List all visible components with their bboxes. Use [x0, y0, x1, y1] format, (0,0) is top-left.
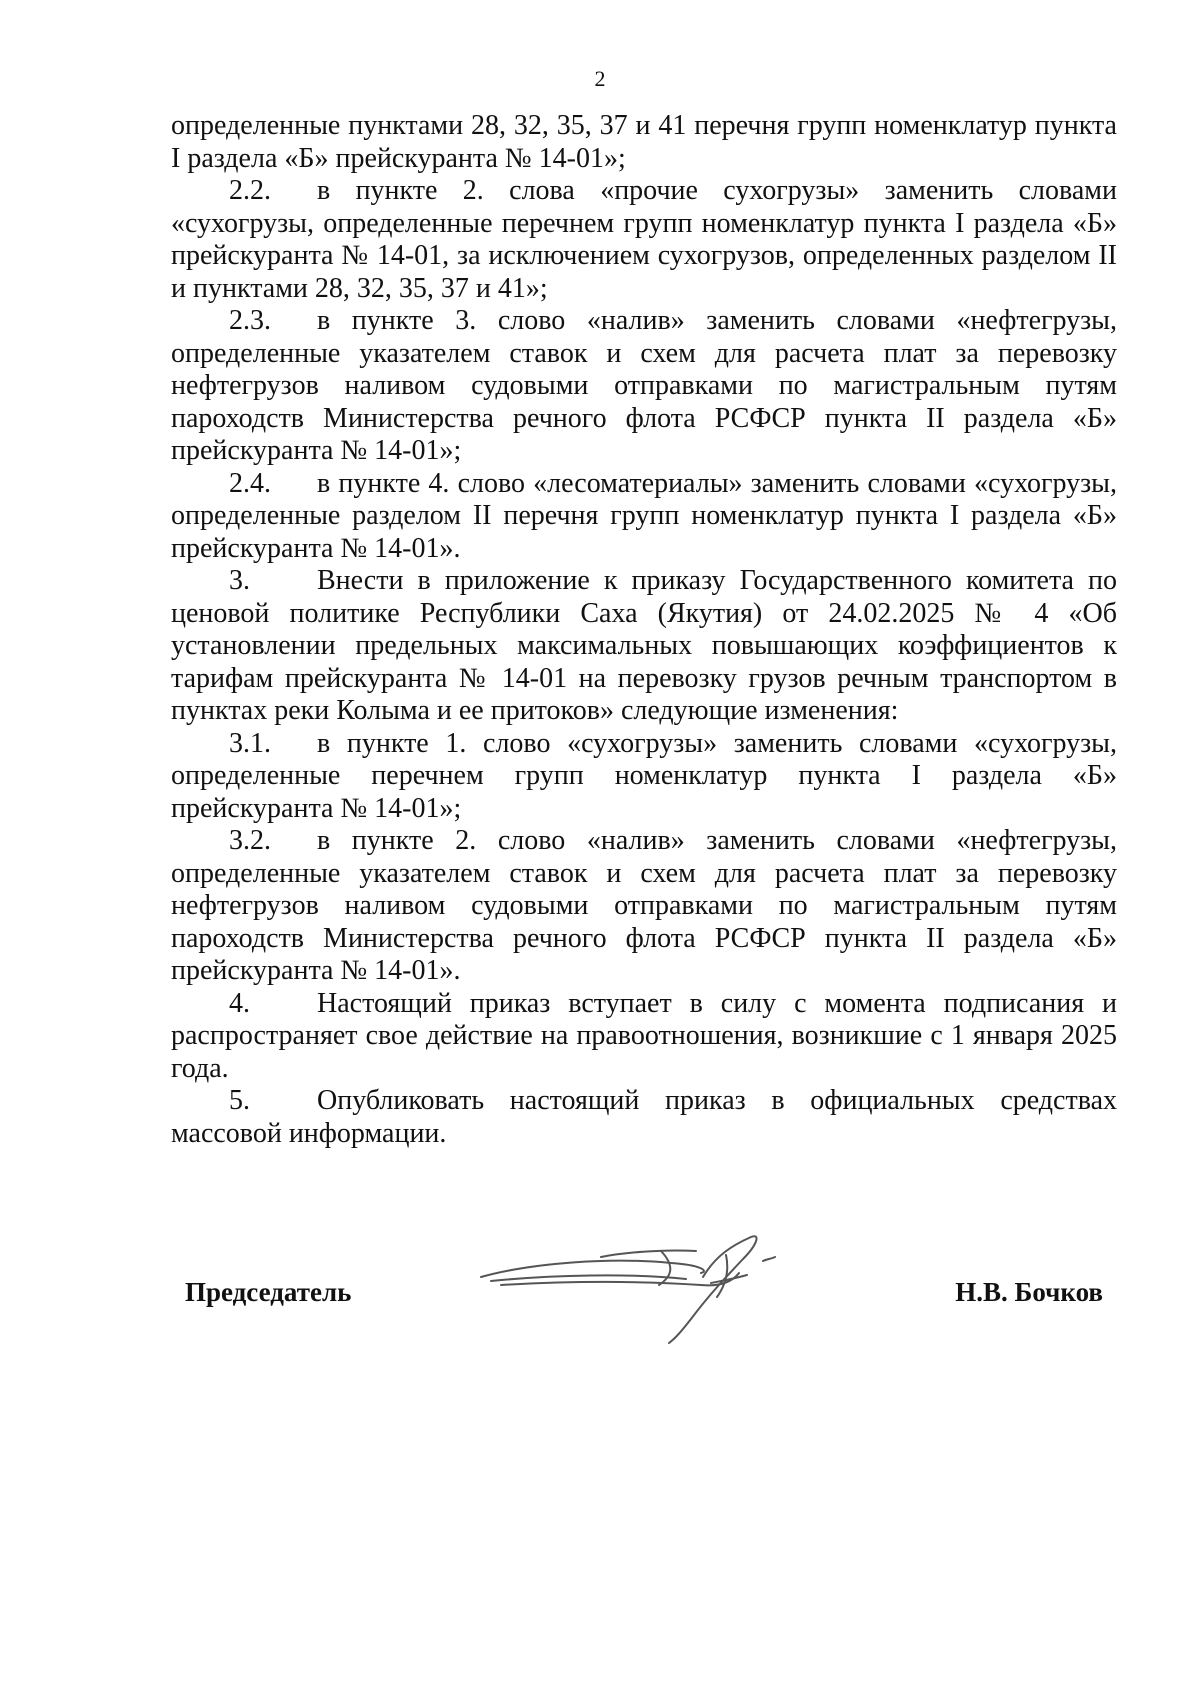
list-item	[171, 825, 1117, 988]
signatory-name: Н.В. Бочков	[955, 1277, 1103, 1307]
handwritten-signature	[471, 1215, 791, 1345]
item-number: 3.1.	[229, 727, 271, 759]
item-text: Внести в приложение к приказу Государственного комитета по ценовой политике Республики Саха (Якутия) от 24.02.2025 № 4 «Об установлении предельных максимальных повышающих коэффициентов к тарифам прейскуранта № 14-01 на перевозку грузов речным транспортом в пунктах реки Колыма и ее притоков» следующие изменения:	[171, 565, 1117, 726]
signature-block	[171, 1215, 1117, 1345]
list-item	[171, 305, 1117, 468]
item-text: в пункте 3. слово «налив» заменить словами «нефтегрузы, определенные указателем ставок и схем для расчета плат за перевозку нефтегрузов наливом судовыми отправками по магистральным путям пароходств Министерства речного флота РСФСР пункта II раздела «Б» прейскуранта № 14-01»;	[171, 305, 1117, 466]
item-text: в пункте 2. слово «налив» заменить словами «нефтегрузы, определенные указателем ставок и схем для расчета плат за перевозку нефтегрузов наливом судовыми отправками по магистральным путям пароходств Министерства речного флота РСФСР пункта II раздела «Б» прейскуранта № 14-01».	[171, 825, 1117, 986]
list-item	[171, 1085, 1117, 1150]
list-item	[171, 728, 1117, 826]
list-item	[171, 175, 1117, 305]
item-number: 5.	[229, 1085, 250, 1116]
item-number: 4.	[229, 987, 250, 1019]
item-number: 3.2.	[229, 825, 271, 856]
item-text: в пункте 1. слово «сухогрузы» заменить словами «сухогрузы, определенные перечнем групп номенклатур пункта I раздела «Б» прейскуранта № 14-01»;	[171, 727, 1117, 824]
item-number: 2.4.	[229, 467, 271, 499]
item-text: Опубликовать настоящий приказ в официальных средствах массовой информации.	[171, 1085, 1117, 1149]
signatory-title: Председатель	[185, 1277, 352, 1307]
item-number: 2.3.	[229, 305, 271, 336]
page-number: 2	[594, 66, 606, 91]
item-text: в пункте 2. слова «прочие сухогрузы» заменить словами «сухогрузы, определенные перечнем групп номенклатур пункта I раздела «Б» прейскуранта № 14-01, за исключением сухогрузов, определенных разделом II и пунктами 28, 32, 35, 37 и 41»;	[171, 175, 1117, 304]
intro-paragraph: определенные пунктами 28, 32, 35, 37 и 41 перечня групп номенклатур пункта I раздела «Б» прейскуранта № 14-01»;	[171, 110, 1117, 174]
item-number: 2.2.	[229, 175, 271, 206]
list-item	[171, 565, 1117, 728]
list-item	[171, 468, 1117, 566]
list-item	[171, 988, 1117, 1086]
item-number: 3.	[229, 565, 250, 596]
item-text: в пункте 4. слово «лесоматериалы» заменить словами «сухогрузы, определенные разделом II перечня групп номенклатур пункта I раздела «Б» прейскуранта № 14-01».	[171, 467, 1117, 564]
document-body	[171, 110, 1117, 1150]
item-text: Настоящий приказ вступает в силу с момента подписания и распространяет свое действие на правоотношения, возникшие с 1 января 2025 года.	[171, 987, 1117, 1084]
